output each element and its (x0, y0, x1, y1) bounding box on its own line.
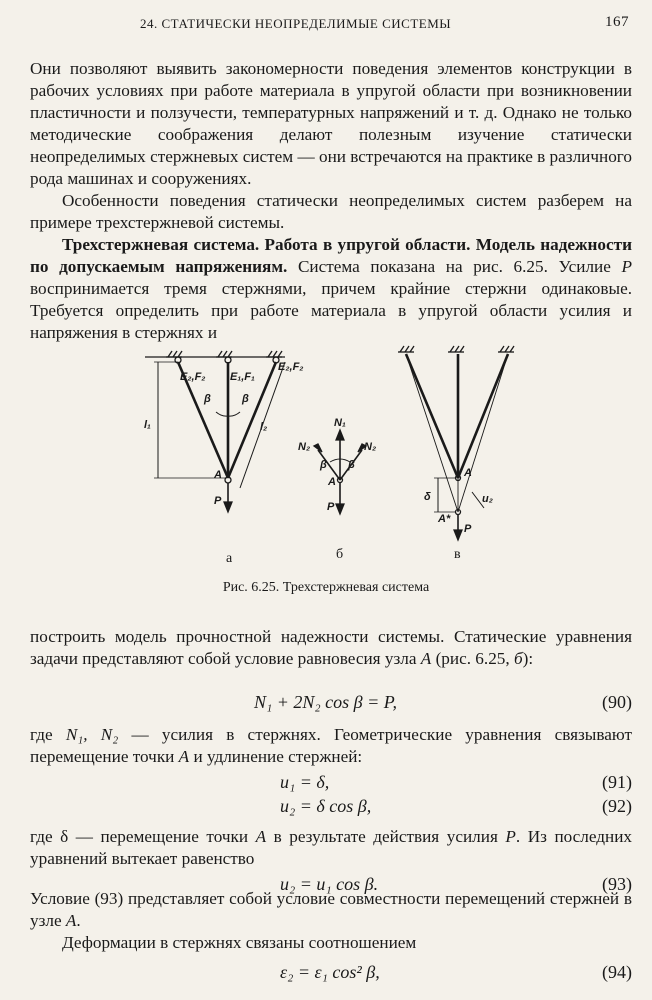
paragraph-6-text1: где δ — перемещение точки (30, 827, 256, 846)
paragraph-5 (30, 724, 632, 768)
label-N2-right: N₂ (364, 441, 377, 453)
paragraph-7-text1: Условие (93) представляет собой условие совместности перемещений стержней в узле (30, 889, 632, 930)
label-l2: l₂ (260, 421, 268, 433)
var-A-1: A (420, 649, 432, 668)
paragraph-3-bold: Трехстержневая система. Работа в упругой области. Модель надежности по допускаемым напряжениям. (30, 235, 632, 276)
rod-c-right-deformed (458, 354, 508, 512)
paragraph-3-text1: Система показана на рис. 6.25. Усилие (287, 257, 622, 276)
text-block-top (30, 58, 632, 344)
paragraph-7 (30, 888, 632, 932)
equation-90-text: N₁ + 2N₂ cos β = P, (254, 692, 397, 712)
text-block-5 (30, 724, 632, 768)
paragraph-6 (30, 826, 632, 870)
equation-93-text: u₂ = u₁ cos β. (280, 874, 379, 894)
label-beta-b-right: β (348, 459, 355, 471)
paragraph-5-text1: где (30, 725, 66, 744)
var-A-3: A (255, 827, 267, 846)
label-A-b: A (328, 476, 336, 488)
equation-90 (30, 692, 632, 716)
running-title: 24. СТАТИЧЕСКИ НЕОПРЕДЕЛИМЫЕ СИСТЕМЫ (140, 16, 452, 31)
paragraph-5-text3: и удлинение стержней: (189, 747, 363, 766)
paragraph-2: Особенности поведения статически неопределимых систем разберем на примере трехстержневой системы. (30, 191, 632, 232)
var-P: P (621, 257, 632, 276)
label-P-b: P (327, 501, 335, 513)
hatch-a-mid (216, 351, 232, 357)
label-A-c: A (464, 467, 472, 479)
paragraph-4-text3: ): (522, 649, 534, 668)
subfig-letter-c: в (454, 547, 461, 562)
equation-91 (30, 772, 632, 796)
hatch-a-right (266, 351, 282, 357)
label-N2-left: N₂ (298, 441, 311, 453)
paragraph-6-text3: . Из последних уравнений вытекает равенство (30, 827, 633, 868)
label-A-star: A* (438, 513, 451, 525)
label-P-a: P (214, 495, 222, 507)
var-A-2: A (178, 747, 190, 766)
equation-94 (30, 962, 632, 986)
label-beta-right: β (242, 393, 249, 405)
paragraph-8: Деформации в стержнях связаны соотношением (62, 933, 417, 952)
rod-c-right (458, 354, 508, 478)
paragraph-3 (30, 234, 632, 344)
equation-91-number: (91) (602, 772, 632, 792)
label-l1: l₁ (144, 419, 151, 431)
paragraph-5-text2: — усилия в стержнях. Геометрические уравнения связывают перемещение точки (30, 725, 632, 766)
paragraph-7-text2: . (76, 911, 81, 930)
label-A-a: A (214, 469, 222, 481)
ref-b: б (513, 649, 523, 668)
label-E2F2-left: E₂,F₂ (180, 371, 206, 383)
page-number: 167 (605, 14, 629, 30)
equation-93-number: (93) (602, 874, 632, 894)
figure-6-25 (130, 340, 530, 570)
equation-92-text: u₂ = δ cos β, (280, 796, 372, 816)
label-E1F1: E₁,F₁ (230, 371, 255, 383)
paragraph-1: Они позволяют выявить закономерности поведения элементов конструкции в рабочих условиях при работе материала в упругой области при возникновении пластичности и ползучести, температурных напряжений и т. д. Однако не только методические соображения делают полезным изучение статически неопределимых стержневых систем — они встречаются на практике в различного рода машинах и сооружениях. (30, 59, 632, 188)
equation-94-number: (94) (602, 962, 632, 982)
equation-91-text: u₁ = δ, (280, 772, 330, 792)
var-N: N₁, N₂ (65, 725, 119, 744)
equation-92 (30, 796, 632, 820)
rod-c-left (406, 354, 458, 478)
subfig-letter-b: б (336, 547, 344, 562)
text-block-7 (30, 888, 632, 954)
equation-92-number: (92) (602, 796, 632, 816)
label-beta-b-left: β (320, 459, 327, 471)
text-block-mid (30, 626, 632, 670)
paragraph-4 (30, 626, 632, 670)
label-N1: N₁ (334, 417, 346, 429)
paragraph-4-text1: построить модель прочностной надежности системы. Статические уравнения задачи представляют собой условие равновесия узла (30, 627, 632, 668)
label-beta-left: β (204, 393, 211, 405)
rod-c-left-deformed (406, 354, 458, 512)
label-u2: u₂ (482, 493, 493, 505)
figure-caption: Рис. 6.25. Трехстержневая система (222, 580, 430, 595)
equation-94-text: ε₂ = ε₁ cos² β, (280, 962, 380, 982)
running-header (0, 14, 652, 34)
text-block-6 (30, 826, 632, 870)
label-E2F2-right: E₂,F₂ (278, 361, 304, 373)
paragraph-6-text2: в результате действия усилия (266, 827, 506, 846)
hatch-c (398, 346, 514, 352)
var-A-4: A (65, 911, 77, 930)
paragraph-4-text2: (рис. 6.25, (431, 649, 514, 668)
equation-90-number: (90) (602, 692, 632, 712)
label-P-c: P (464, 523, 472, 535)
subfig-letter-a: а (226, 551, 233, 566)
label-delta: δ (424, 491, 431, 503)
hatch-a-left (166, 351, 182, 357)
var-P-2: P (505, 827, 516, 846)
paragraph-3-text2: воспринимается тремя стержнями, причем крайние стержни одинаковые. Требуется определить при работе материала в упругой области усилия и напряжения в стержнях и (30, 279, 632, 342)
